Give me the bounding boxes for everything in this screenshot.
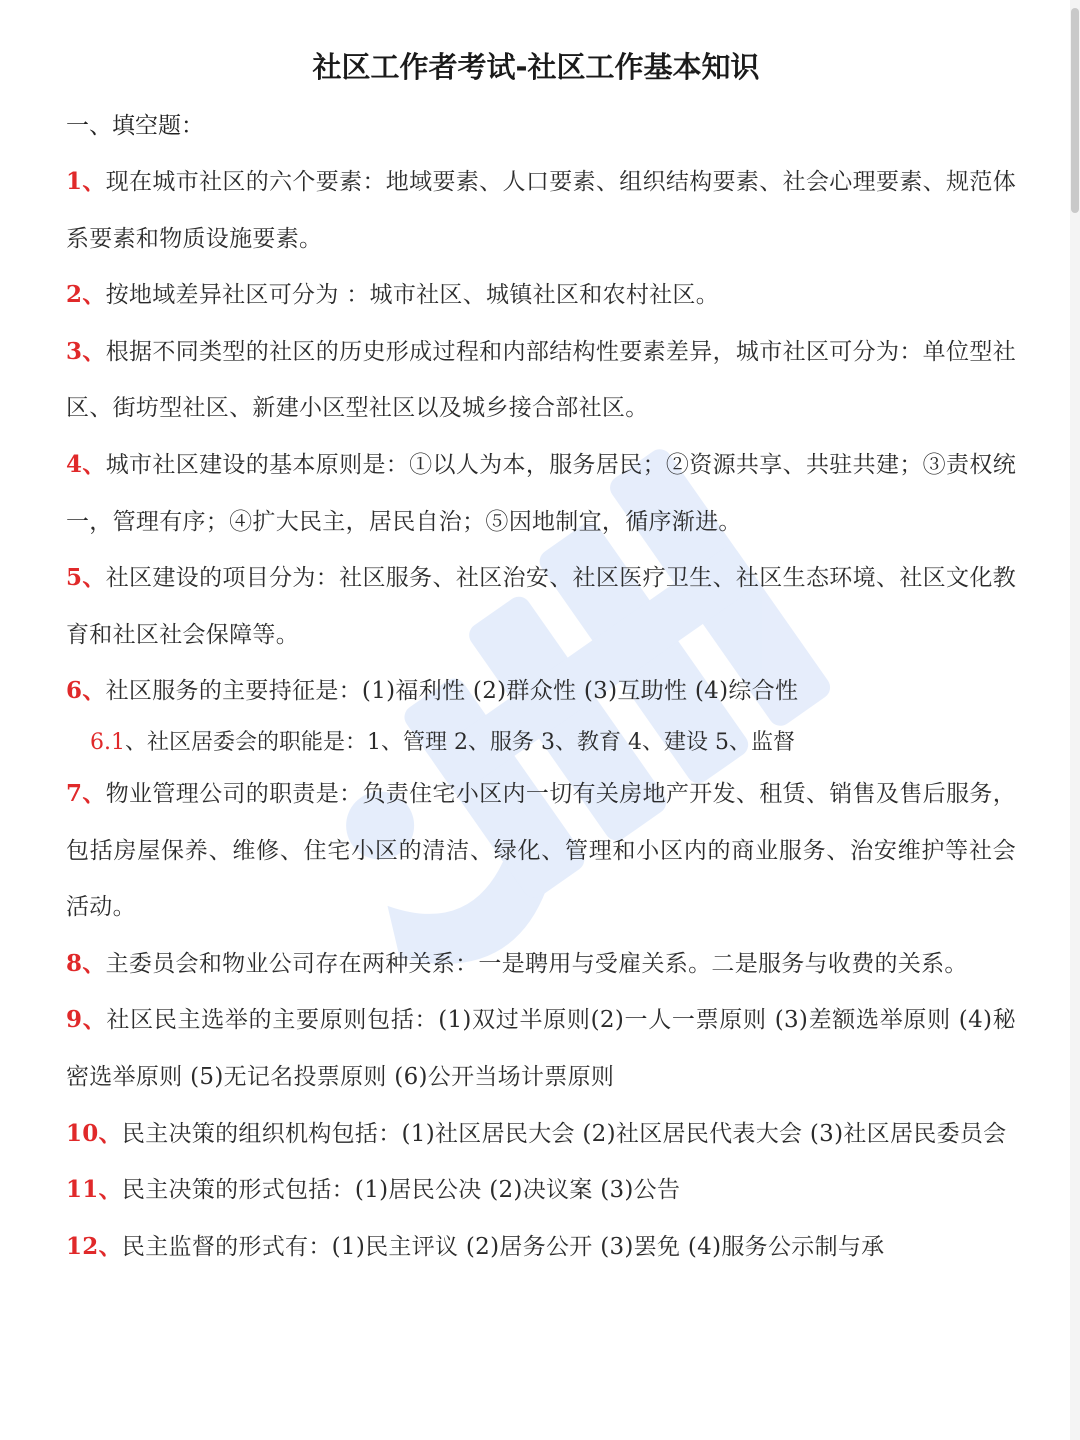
item-text: 民主决策的形式包括：(1)居民公决 (2)决议案 (3)公告: [121, 1177, 681, 1204]
item-text: 主委员会和物业公司存在两种关系：一是聘用与受雇关系。二是服务与收费的关系。: [105, 950, 968, 977]
item-separator: 、: [82, 779, 106, 807]
question-list: [66, 154, 1016, 720]
list-item: [66, 1162, 1016, 1219]
item-number: 10: [66, 1119, 99, 1147]
subitem-number: 6.1: [90, 729, 125, 755]
item-separator: 、: [82, 281, 106, 309]
list-item: [66, 324, 1016, 437]
list-item: [66, 1219, 1016, 1276]
subitem-text: 社区居委会的职能是：1、管理 2、服务 3、教育 4、建设 5、监督: [147, 729, 795, 755]
document-page: [66, 36, 1016, 1275]
list-item: [66, 437, 1016, 550]
item-separator: 、: [98, 1232, 122, 1260]
item-number: 4: [66, 450, 83, 478]
subitem-sep: 、: [125, 729, 148, 755]
item-text: 民主决策的组织机构包括：(1)社区居民大会 (2)社区居民代表大会 (3)社区居民委员会: [121, 1120, 1007, 1147]
item-number: 12: [66, 1232, 99, 1260]
item-number: 5: [66, 564, 83, 592]
item-number: 7: [66, 779, 83, 807]
scroll-thumb[interactable]: [1071, 8, 1079, 213]
list-item: [66, 267, 1016, 324]
list-item: [66, 766, 1016, 936]
list-item: [66, 663, 1016, 720]
list-item: [66, 1106, 1016, 1163]
item-text: 社区建设的项目分为：社区服务、社区治安、社区医疗卫生、社区生态环境、社区文化教育和社区社会保障等。: [66, 565, 1016, 648]
item-text: 社区服务的主要持征是：(1)福利性 (2)群众性 (3)互助性 (4)综合性: [105, 678, 799, 705]
question-list-continued: [66, 766, 1016, 1275]
item-separator: 、: [98, 1119, 122, 1147]
list-item: [66, 550, 1016, 663]
item-number: 2: [66, 281, 83, 309]
list-subitem: [66, 720, 1016, 766]
list-item: [66, 154, 1016, 267]
item-separator: 、: [82, 564, 106, 592]
item-text: 现在城市社区的六个要素：地域要素、人口要素、组织结构要素、社会心理要素、规范体系要素和物质设施要素。: [66, 169, 1016, 252]
scrollbar[interactable]: [1070, 0, 1080, 1440]
item-text: 物业管理公司的职责是：负责住宅小区内一切有关房地产开发、租赁、销售及售后服务，包括房屋保养、维修、住宅小区的清洁、绿化、管理和小区内的商业服务、治安维护等社会活动。: [66, 780, 1016, 921]
item-text: 根据不同类型的社区的历史形成过程和内部结构性要素差异，城市社区可分为：单位型社区、街坊型社区、新建小区型社区以及城乡接合部社区。: [66, 338, 1016, 422]
item-number: 8: [66, 949, 83, 977]
item-number: 1: [66, 168, 83, 195]
item-separator: 、: [82, 450, 106, 478]
item-text: 社区民主选举的主要原则包括：(1)双过半原则(2)一人一票原则 (3)差额选举原则 (4)秘密选举原则 (5)无记名投票原则 (6)公开当场计票原则: [66, 1007, 1016, 1090]
item-separator: 、: [82, 677, 106, 705]
item-text: 民主监督的形式有：(1)民主评议 (2)居务公开 (3)罢免 (4)服务公示制与承: [121, 1233, 885, 1260]
item-number: 11: [66, 1176, 99, 1204]
page-title: 社区工作者考试-社区工作基本知识: [312, 50, 760, 84]
item-separator: 、: [82, 949, 106, 977]
item-separator: 、: [82, 168, 106, 195]
list-item: [66, 936, 1016, 993]
list-item: [66, 992, 1016, 1105]
item-separator: 、: [82, 1006, 107, 1034]
item-number: 3: [66, 337, 83, 365]
item-separator: 、: [82, 337, 106, 365]
item-number: 6: [66, 677, 83, 705]
section-heading: 一、填空题：: [66, 113, 204, 139]
item-text: 按地域差异社区可分为 ：城市社区、城镇社区和农村社区。: [105, 282, 720, 309]
item-number: 9: [66, 1006, 83, 1034]
item-separator: 、: [98, 1176, 122, 1204]
item-text: 城市社区建设的基本原则是：①以人为本，服务居民；②资源共享、共驻共建；③责权统一，管理有序；④扩大民主，居民自治；⑤因地制宜，循序渐进。: [66, 451, 1016, 535]
